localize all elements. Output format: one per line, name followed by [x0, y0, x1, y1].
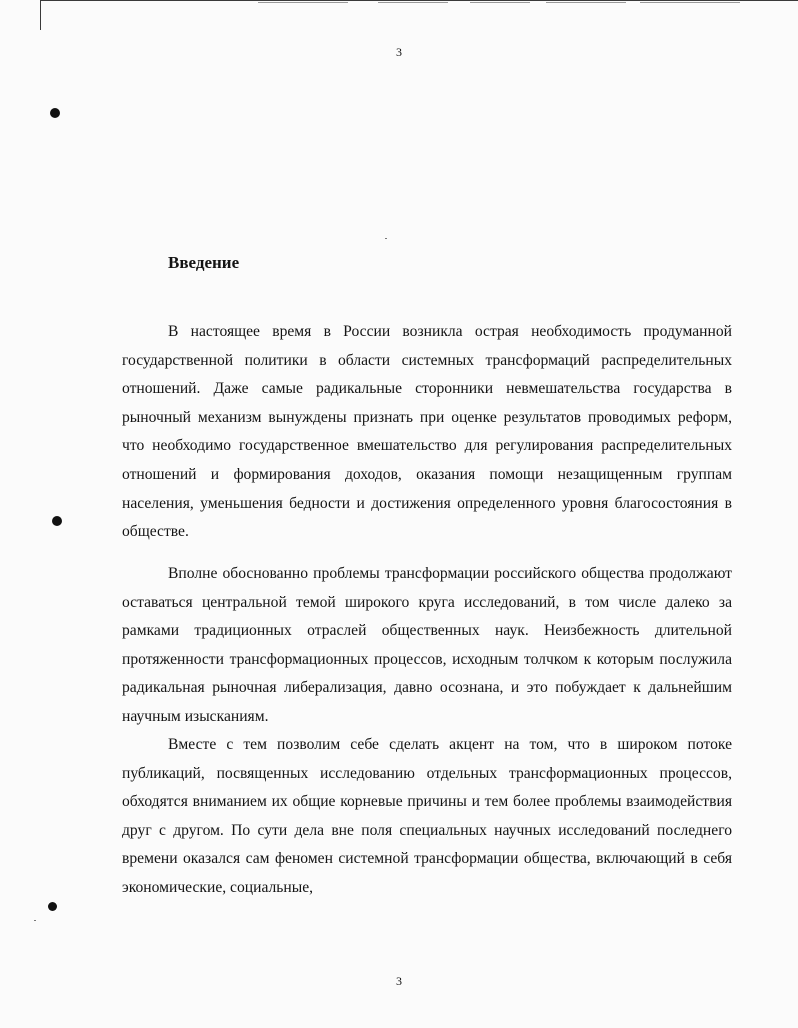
section-heading: Введение	[168, 253, 240, 272]
scan-edge-top	[40, 0, 798, 1]
punch-hole-mark	[50, 108, 60, 118]
scan-artifact	[470, 2, 530, 3]
scan-speck	[385, 238, 387, 239]
scan-artifact	[378, 2, 448, 3]
scan-artifact	[546, 2, 626, 3]
scan-edge-left	[40, 0, 41, 30]
page-number-top: 3	[396, 45, 402, 59]
scan-artifact	[258, 2, 348, 3]
scan-speck	[34, 920, 36, 921]
paragraph-3: Вместе с тем позволим себе сделать акцент на том, что в широком потоке публикаций, посвященных исследованию отдельных трансформационных процессов, обходятся вниманием их общие корневые причины и тем более проблемы взаимодействия друг с другом. По сути дела вне поля специальных научных исследований последнего времени оказался сам феномен системной трансформации общества, включающий в себя экономические, социальные,	[122, 736, 732, 896]
scan-artifact	[640, 2, 740, 3]
punch-hole-mark	[48, 902, 57, 911]
paragraph-1: В настоящее время в России возникла острая необходимость продуманной государственной политики в области системных трансформаций распределительных отношений. Даже самые радикальные сторонники невмешательства государства в рыночный механизм вынуждены признать при оценке результатов проводимых реформ, что необходимо государственное вмешательство для регулирования распределительных отношений и формирования доходов, оказания помощи незащищенным группам населения, уменьшения бедности и достижения определенного уровня благосостояния в обществе.	[122, 323, 732, 541]
punch-hole-mark	[52, 516, 62, 526]
paragraph-2: Вполне обоснованно проблемы трансформации российского общества продолжают оставаться центральной темой широкого круга исследований, в том числе далеко за рамками традиционных отраслей общественных наук. Неизбежность длительной протяженности трансформационных процессов, исходным толчком к которым послужила радикальная рыночная либерализация, давно осознана, и это побуждает к дальнейшим научным изысканиям.	[122, 565, 732, 725]
page-number-bottom: 3	[396, 974, 402, 988]
